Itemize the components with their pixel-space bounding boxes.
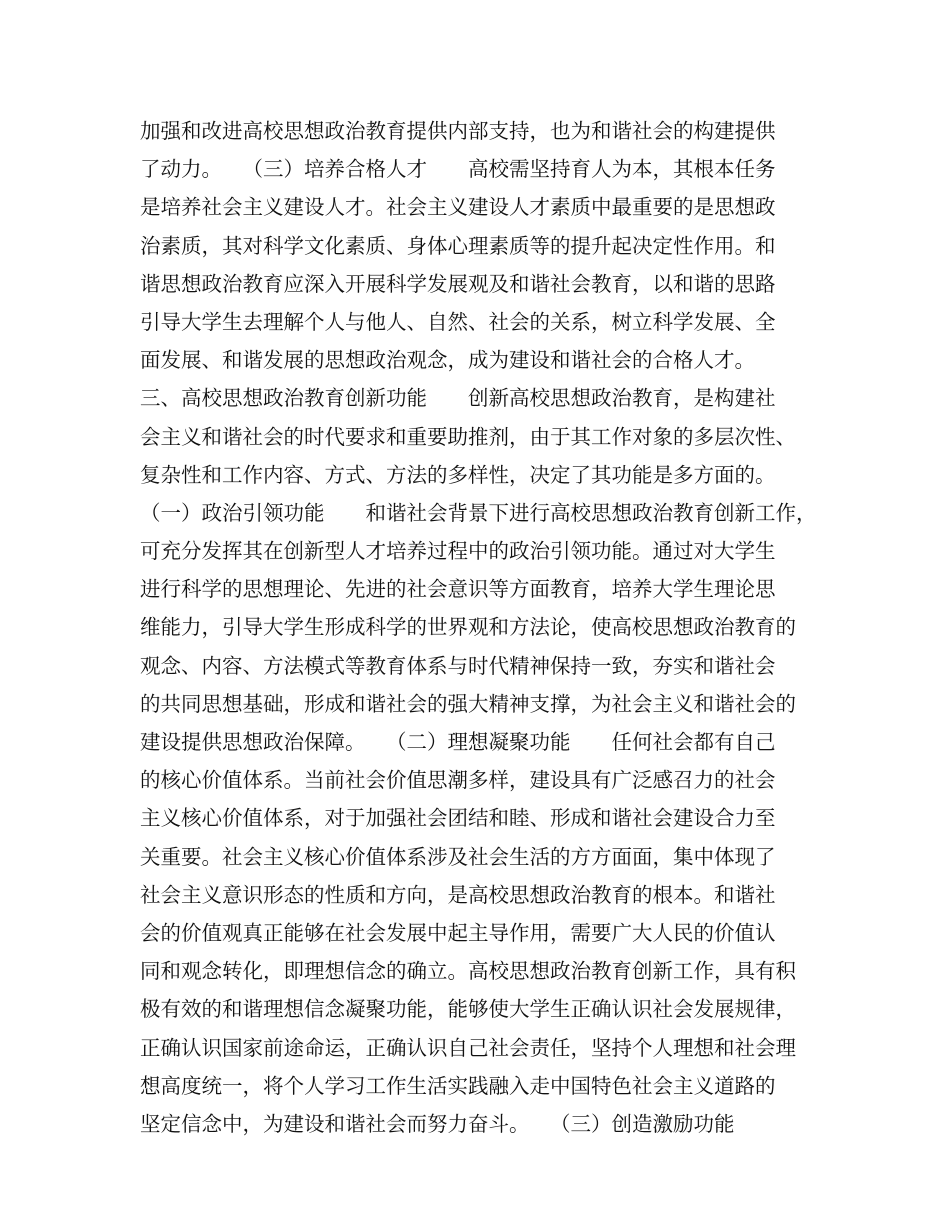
text-line: 想高度统一，将个人学习工作生活实践融入走中国特色社会主义道路的 xyxy=(140,1073,776,1098)
text-line: 谐思想政治教育应深入开展科学发展观及和谐社会教育，以和谐的思路 xyxy=(140,271,776,296)
text-line: 建设提供思想政治保障。 （二）理想凝聚功能 任何社会都有自己 xyxy=(140,730,776,754)
text-line: 是培养社会主义建设人才。社会主义建设人才素质中最重要的是思想政 xyxy=(140,195,776,220)
body-text xyxy=(140,112,830,1143)
text-line: （一）政治引领功能 和谐社会背景下进行高校思想政治教育创新工作， xyxy=(140,500,817,525)
text-line: 坚定信念中，为建设和谐社会而努力奋斗。 （三）创造激励功能 xyxy=(140,1111,735,1136)
text-line: 社会主义意识形态的性质和方向，是高校思想政治教育的根本。和谐社 xyxy=(140,882,776,907)
text-line: 进行科学的思想理论、先进的社会意识等方面教育，培养大学生理论思 xyxy=(140,577,776,602)
text-line: 可充分发挥其在创新型人才培养过程中的政治引领功能。通过对大学生 xyxy=(140,539,776,564)
text-line: 主义核心价值体系，对于加强社会团结和睦、形成和谐社会建设合力至 xyxy=(140,806,776,831)
text-line: 了动力。 （三）培养合格人才 高校需坚持育人为本，其根本任务 xyxy=(140,157,776,182)
text-line: 极有效的和谐理想信念凝聚功能，能够使大学生正确认识社会发展规律， xyxy=(140,997,796,1022)
text-line: 三、高校思想政治教育创新功能 创新高校思想政治教育，是构建社 xyxy=(140,386,776,411)
text-line: 会的价值观真正能够在社会发展中起主导作用，需要广大人民的价值认 xyxy=(140,920,776,945)
text-line: 正确认识国家前途命运，正确认识自己社会责任，坚持个人理想和社会理 xyxy=(140,1035,796,1060)
text-line: 会主义和谐社会的时代要求和重要助推剂，由于其工作对象的多层次性、 xyxy=(140,424,796,449)
text-line: 引导大学生去理解个人与他人、自然、社会的关系，树立科学发展、全 xyxy=(140,309,776,334)
text-line: 治素质，其对科学文化素质、身体心理素质等的提升起决定性作用。和 xyxy=(140,233,776,258)
text-line: 的核心价值体系。当前社会价值思潮多样，建设具有广泛感召力的社会 xyxy=(140,768,776,793)
text-line: 维能力，引导大学生形成科学的世界观和方法论，使高校思想政治教育的 xyxy=(140,615,796,640)
text-line: 关重要。社会主义核心价值体系涉及社会生活的方方面面，集中体现了 xyxy=(140,844,776,869)
text-line: 观念、内容、方法模式等教育体系与时代精神保持一致，夯实和谐社会 xyxy=(140,653,776,678)
text-line: 面发展、和谐发展的思想政治观念，成为建设和谐社会的合格人才。 xyxy=(140,348,755,373)
text-line: 复杂性和工作内容、方式、方法的多样性，决定了其功能是多方面的。 xyxy=(140,462,776,487)
text-line: 同和观念转化，即理想信念的确立。高校思想政治教育创新工作，具有积 xyxy=(140,959,796,984)
text-line: 的共同思想基础，形成和谐社会的强大精神支撑，为社会主义和谐社会的 xyxy=(140,691,796,716)
text-line: 加强和改进高校思想政治教育提供内部支持，也为和谐社会的构建提供 xyxy=(140,119,776,143)
